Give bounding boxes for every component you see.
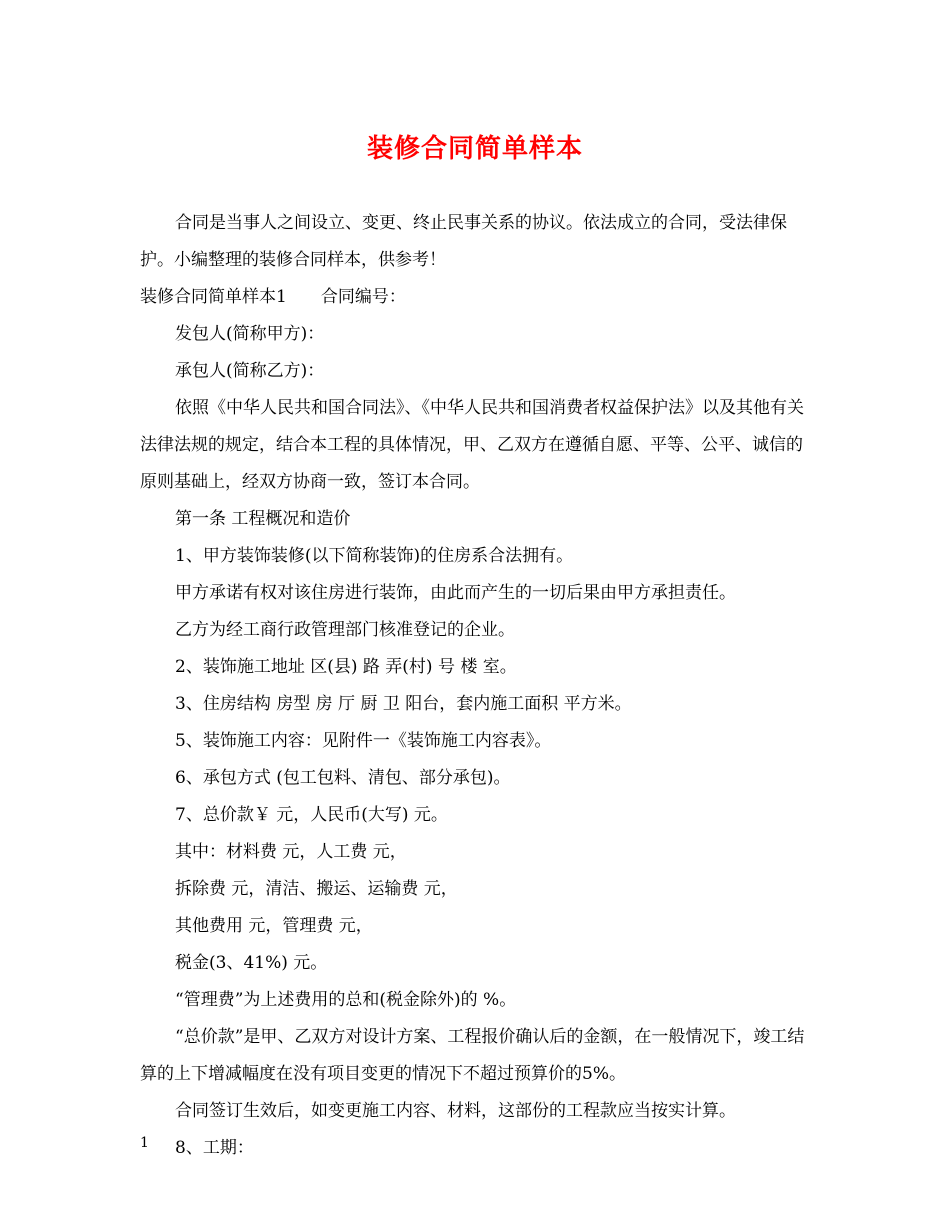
document-body [140, 205, 815, 1167]
paragraph: “总价款”是甲、乙双方对设计方案、工程报价确认后的金额，在一般情况下，竣工结算的上下增减幅度在没有项目变更的情况下不超过预算价的5%。 [140, 1027, 805, 1084]
paragraph: 8、工期： [175, 1138, 254, 1158]
paragraph: 其中：材料费 元，人工费 元， [175, 842, 407, 862]
paragraph: 1、甲方装饰装修(以下简称装饰)的住房系合法拥有。 [175, 546, 574, 566]
paragraph: 合同签订生效后，如变更施工内容、材料，这部份的工程款应当按实计算。 [175, 1101, 736, 1121]
paragraph: 装修合同简单样本1 合同编号： [140, 287, 406, 307]
paragraph: 合同是当事人之间设立、变更、终止民事关系的协议。依法成立的合同，受法律保护。小编整理的装修合同样本，供参考！ [140, 213, 787, 270]
paragraph: 乙方为经工商行政管理部门核准登记的企业。 [175, 620, 515, 640]
paragraph: 拆除费 元，清洁、搬运、运输费 元， [175, 879, 458, 899]
section-heading: 第一条 工程概况和造价 [175, 509, 351, 529]
paragraph: “管理费”为上述费用的总和(税金除外)的 %。 [175, 990, 517, 1010]
paragraph: 其他费用 元，管理费 元， [175, 916, 373, 936]
page-number: 1 [140, 1135, 149, 1151]
paragraph: 发包人(简称甲方)： [175, 324, 325, 344]
paragraph: 5、装饰施工内容：见附件一《装饰施工内容表》。 [175, 731, 552, 751]
paragraph: 6、承包方式 (包工包料、清包、部分承包)。 [175, 768, 511, 788]
paragraph: 税金(3、41%) 元。 [175, 953, 328, 973]
paragraph: 2、装饰施工地址 区(县) 路 弄(村) 号 楼 室。 [175, 657, 517, 677]
paragraph: 3、住房结构 房型 房 厅 厨 卫 阳台，套内施工面积 平方米。 [175, 694, 632, 714]
document-title: 装修合同简单样本 [366, 134, 583, 164]
paragraph: 承包人(简称乙方)： [175, 361, 325, 381]
paragraph: 7、总价款￥ 元，人民币(大写) 元。 [175, 805, 448, 825]
paragraph: 依照《中华人民共和国合同法》、《中华人民共和国消费者权益保护法》以及其他有关法律法规的规定，结合本工程的具体情况，甲、乙双方在遵循自愿、平等、公平、诚信的原则基础上，经双方协商一致，签订本合同。 [140, 398, 804, 492]
paragraph: 甲方承诺有权对该住房进行装饰，由此而产生的一切后果由甲方承担责任。 [175, 583, 736, 603]
